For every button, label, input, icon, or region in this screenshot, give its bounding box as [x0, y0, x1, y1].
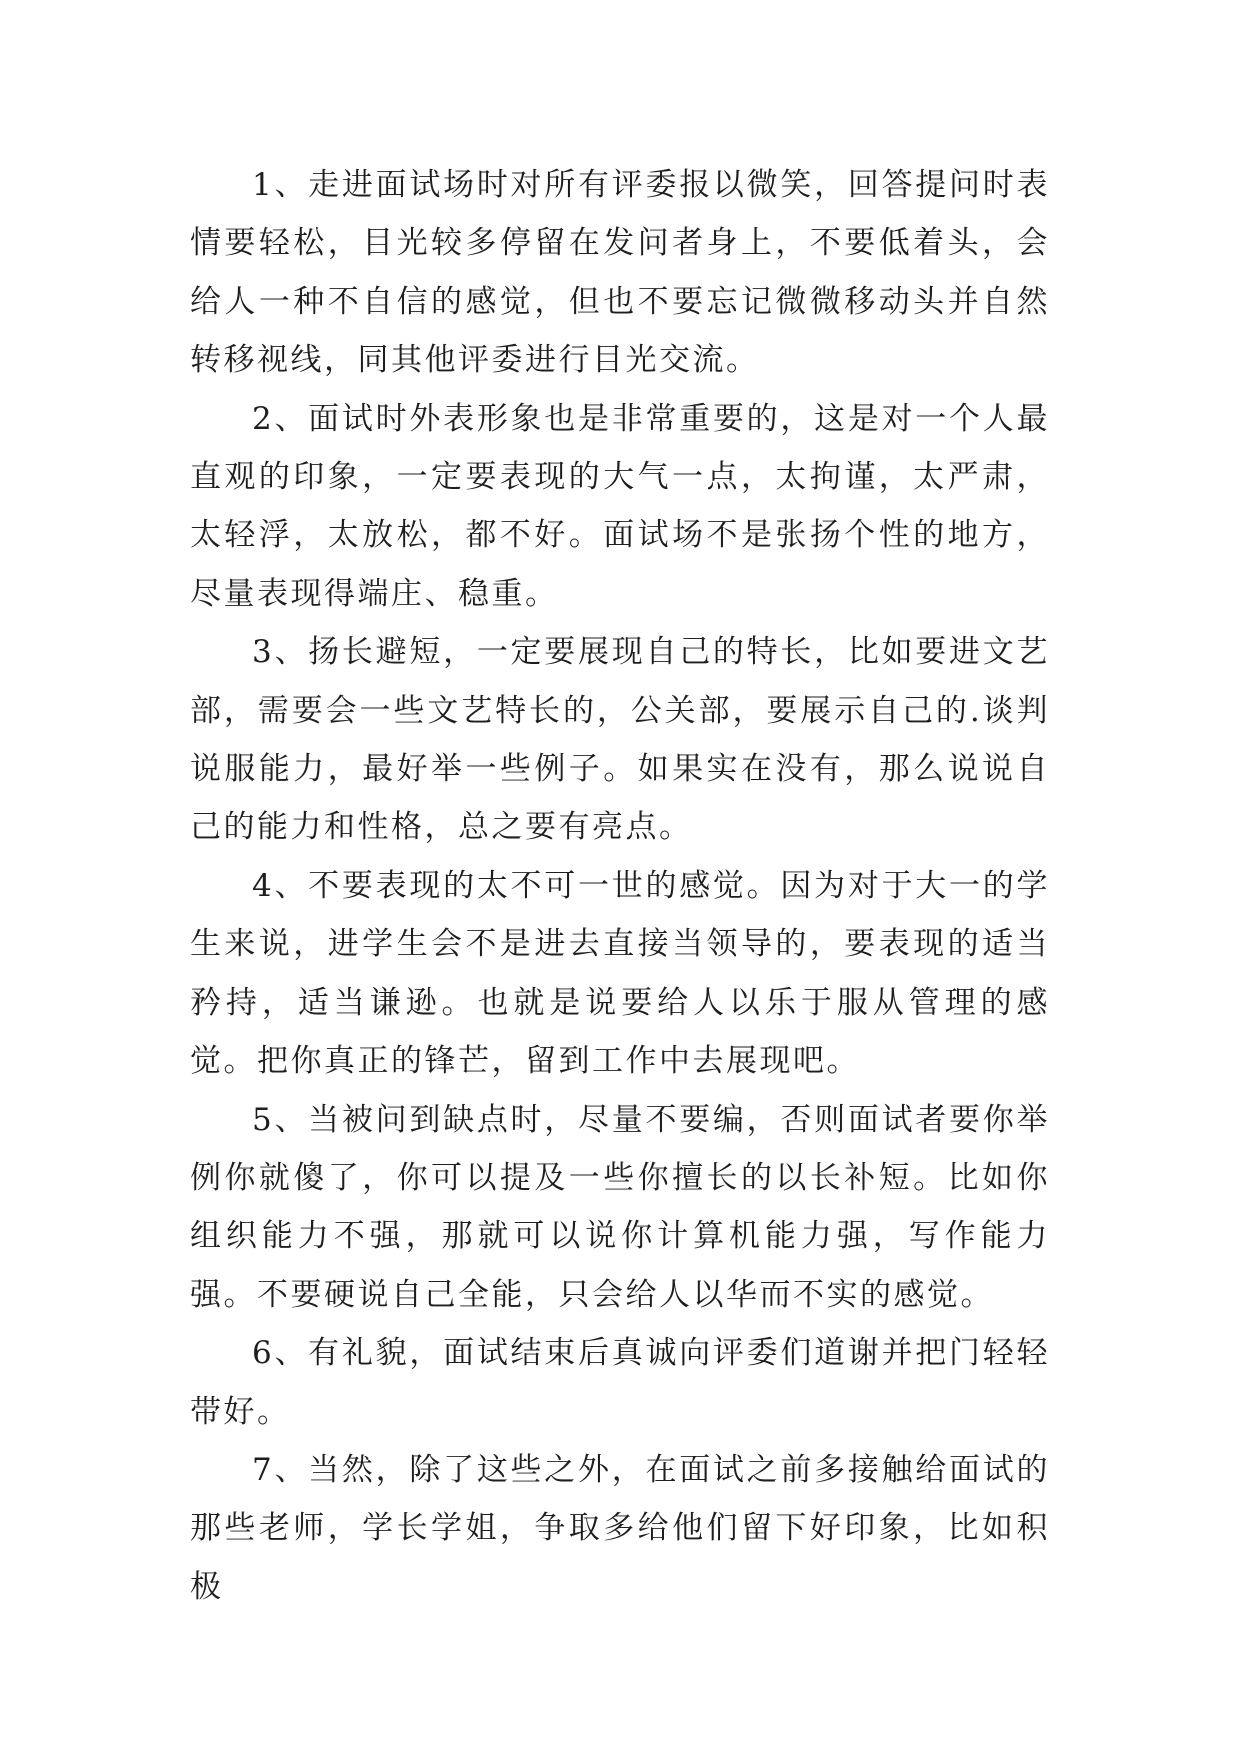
paragraph-7: 7、当然，除了这些之外，在面试之前多接触给面试的那些老师，学长学姐，争取多给他们留下好印象，比如积极: [190, 1451, 1050, 1605]
paragraph-4: 4、不要表现的太不可一世的感觉。因为对于大一的学生来说，进学生会不是进去直接当领导的，要表现的适当矜持，适当谦逊。也就是说要给人以乐于服从管理的感觉。把你真正的锋芒，留到工作中去展现吧。: [190, 867, 1050, 1080]
paragraph-2: 2、面试时外表形象也是非常重要的，这是对一个人最直观的印象，一定要表现的大气一点，太拘谨，太严肃，太轻浮，太放松，都不好。面试场不是张扬个性的地方，尽量表现得端庄、稳重。: [190, 400, 1050, 612]
paragraph-5: 5、当被问到缺点时，尽量不要编，否则面试者要你举例你就傻了，你可以提及一些你擅长的以长补短。比如你组织能力不强，那就可以说你计算机能力强，写作能力强。不要硬说自己全能，只会给人以华而不实的感觉。: [190, 1101, 1050, 1313]
paragraph-6: 6、有礼貌，面试结束后真诚向评委们道谢并把门轻轻带好。: [190, 1335, 1050, 1430]
document-body: [190, 156, 1050, 1616]
paragraph-3: 3、扬长避短，一定要展现自己的特长，比如要进文艺部，需要会一些文艺特长的，公关部，要展示自己的.谈判说服能力，最好举一些例子。如果实在没有，那么说说自己的能力和性格，总之要有亮点。: [190, 634, 1050, 846]
paragraph-1: 1、走进面试场时对所有评委报以微笑，回答提问时表情要轻松，目光较多停留在发问者身上，不要低着头，会给人一种不自信的感觉，但也不要忘记微微移动头并自然转移视线，同其他评委进行目光交流。: [190, 167, 1050, 379]
